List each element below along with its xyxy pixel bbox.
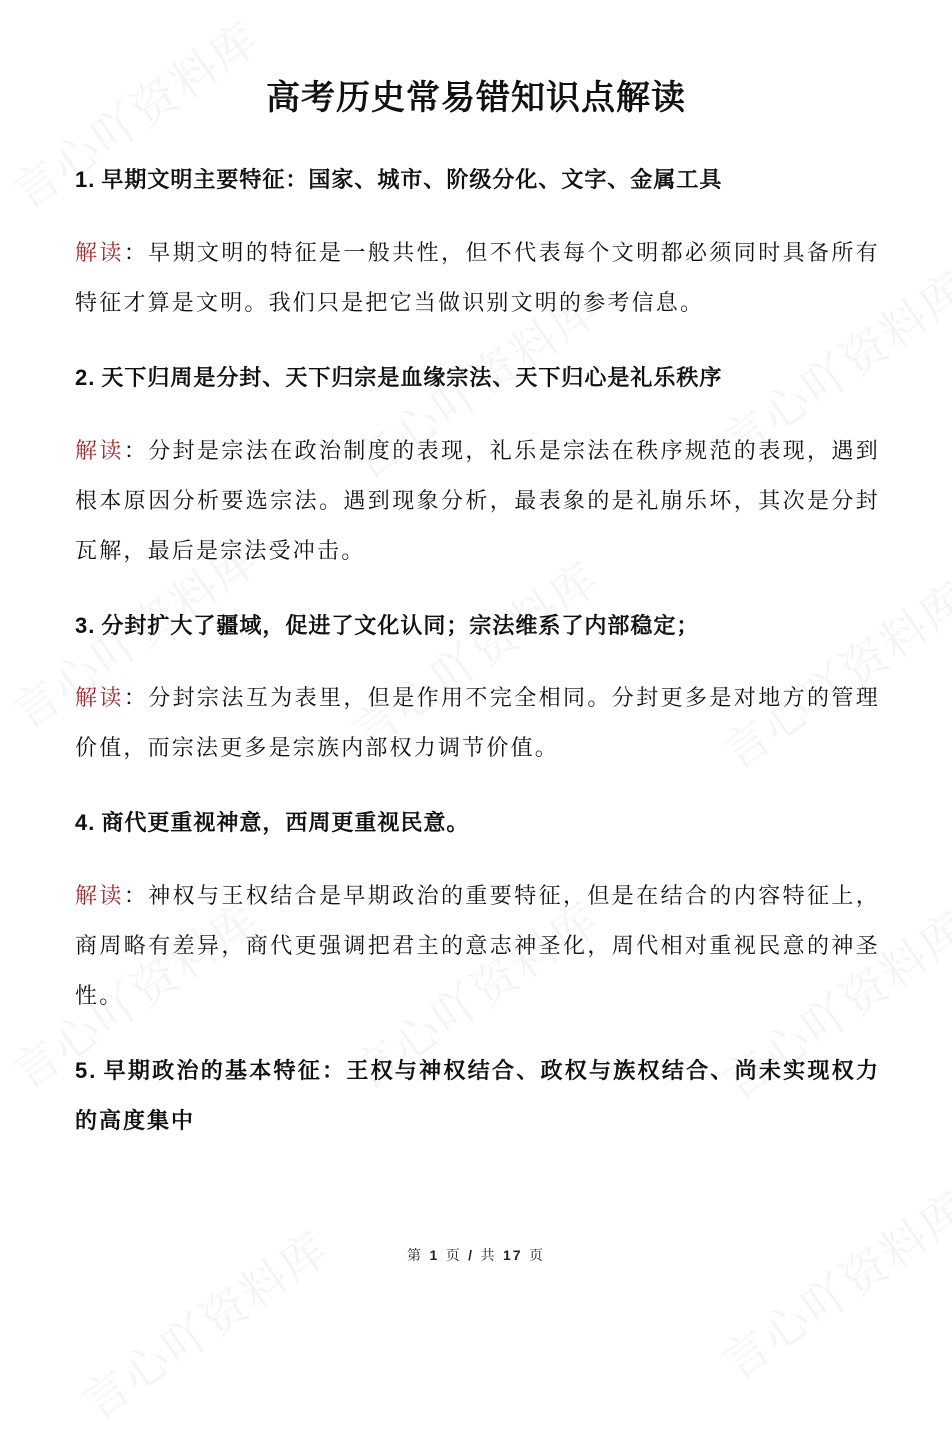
explanation-label: 解读 (75, 241, 124, 266)
section-number: 2. (75, 365, 96, 390)
section-heading-text: 天下归周是分封、天下归宗是血缘宗法、天下归心是礼乐秩序 (101, 365, 723, 391)
document-title: 高考历史常易错知识点解读 (266, 78, 686, 118)
section-number: 1. (75, 167, 96, 192)
explanation-label: 解读 (75, 884, 124, 909)
section-heading-text: 商代更重视神意，西周更重视民意。 (101, 810, 470, 836)
section-heading-4 (75, 798, 875, 848)
explanation-colon: ： (123, 884, 149, 909)
explanation-body: 分封是宗法在政治制度的表现，礼乐是宗法在秩序规范的表现，遇到根本原因分析要选宗法。遇到现象分析，最表象的是礼崩乐坏，其次是分封瓦解，最后是宗法受冲击。 (75, 439, 880, 564)
explanation-colon: ： (123, 439, 149, 464)
footer-separator: / (468, 1247, 475, 1263)
section-explanation-1 (75, 229, 880, 329)
section-number: 3. (75, 613, 96, 638)
section-number: 4. (75, 810, 96, 835)
explanation-colon: ： (123, 241, 149, 266)
page-footer (0, 1245, 952, 1265)
footer-total-prefix: 共 (480, 1248, 497, 1264)
section-explanation-4 (75, 872, 880, 1022)
total-pages-number: 17 (502, 1247, 523, 1263)
current-page-number: 1 (429, 1247, 440, 1263)
section-heading-5 (75, 1046, 880, 1146)
section-explanation-2 (75, 427, 880, 577)
watermark (707, 1173, 952, 1392)
section-heading-1 (75, 155, 875, 205)
section-number: 5. (75, 1058, 98, 1083)
section-heading-3 (75, 601, 875, 651)
footer-prefix: 第 (407, 1248, 423, 1264)
section-heading-text: 早期文明主要特征：国家、城市、阶级分化、文字、金属工具 (101, 167, 723, 193)
section-heading-2 (75, 353, 875, 403)
section-heading-text: 早期政治的基本特征：王权与神权结合、政权与族权结合、尚未实现权力的高度集中 (75, 1058, 880, 1134)
footer-page-word: 页 (445, 1248, 462, 1264)
section-explanation-3 (75, 674, 880, 774)
explanation-colon: ： (123, 686, 149, 711)
section-heading-text: 分封扩大了疆域，促进了文化认同；宗法维系了内部稳定； (101, 613, 700, 639)
footer-total-suffix: 页 (528, 1248, 545, 1264)
explanation-body: 早期文明的特征是一般共性，但不代表每个文明都必须同时具备所有特征才算是文明。我们只是把它当做识别文明的参考信息。 (75, 241, 880, 316)
explanation-label: 解读 (75, 686, 124, 711)
explanation-body: 分封宗法互为表里，但是作用不完全相同。分封更多是对地方的管理价值，而宗法更多是宗族内部权力调节价值。 (75, 686, 880, 761)
explanation-body: 神权与王权结合是早期政治的重要特征，但是在结合的内容特征上，商周略有差异，商代更强调把君主的意志神圣化，周代相对重视民意的神圣性。 (75, 884, 880, 1009)
explanation-label: 解读 (75, 439, 124, 464)
